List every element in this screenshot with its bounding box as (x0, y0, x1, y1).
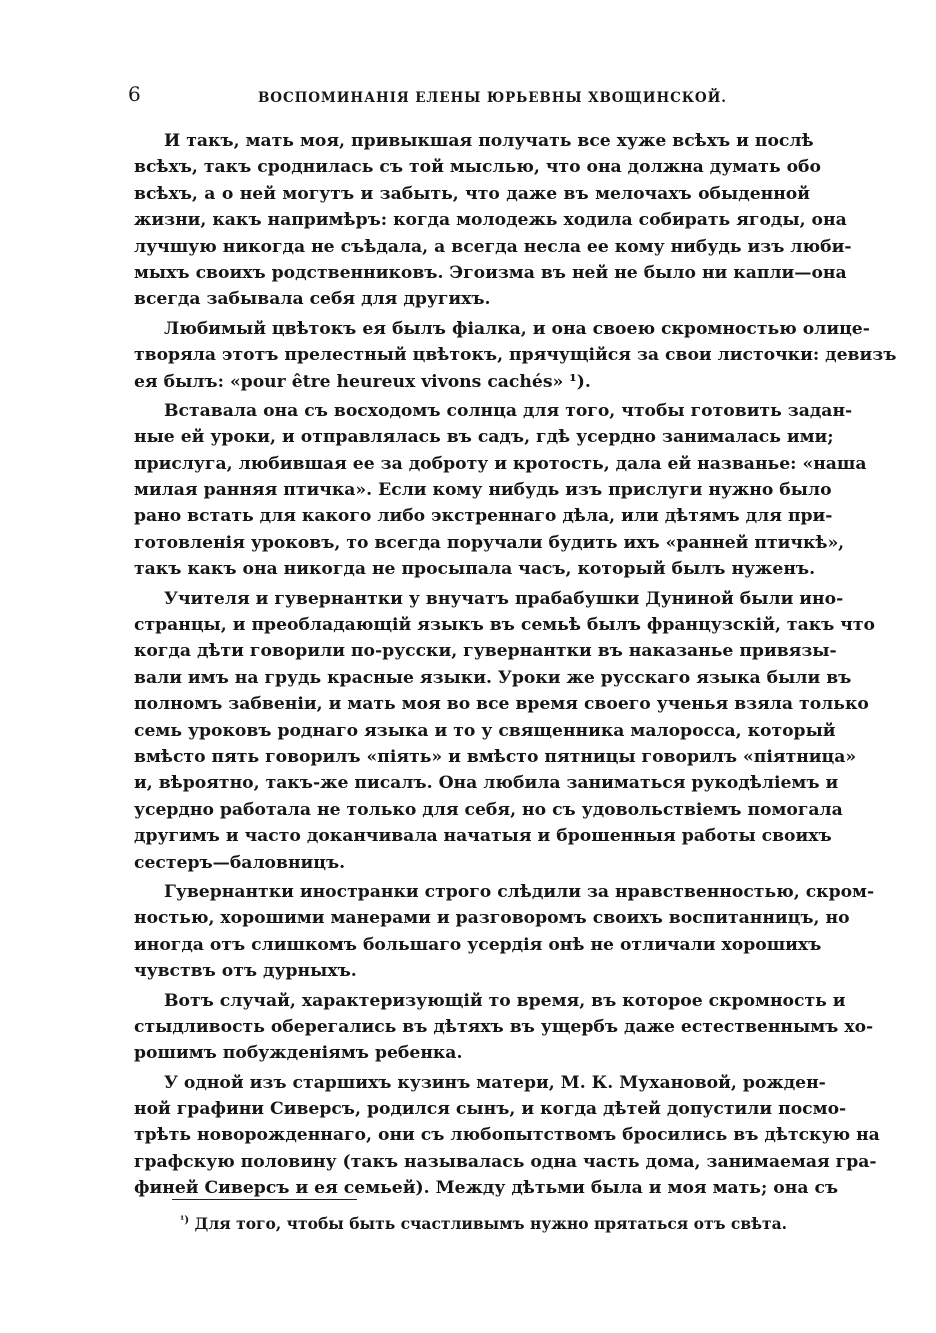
text-line: всегда забывала себя для другихъ. (134, 289, 491, 310)
text-line: чувствъ отъ дурныхъ. (134, 961, 357, 982)
text-line: вали имъ на грудь красные языки. Уроки же русскаго языка были въ (134, 667, 852, 688)
text-line: всѣхъ, а о ней могутъ и забыть, что даже въ мелочахъ обыденной (134, 183, 810, 204)
paragraph (134, 128, 852, 313)
paragraph (134, 398, 867, 583)
text-line: готовленія уроковъ, то всегда поручали будить ихъ «ранней птичкѣ», (134, 532, 845, 553)
text-line: Учителя и гувернантки у внучатъ прабабушки Дуниной были ино- (164, 588, 844, 609)
running-head: ВОСПОМИНАНІЯ ЕЛЕНЫ ЮРЬЕВНЫ ХВОЩИНСКОЙ. (258, 90, 727, 106)
text-line: Вотъ случай, характеризующій то время, въ которое скромность и (164, 990, 846, 1011)
text-line: другимъ и часто доканчивала начатыя и брошенныя работы своихъ (134, 826, 832, 847)
footnote-text: Для того, чтобы быть счастливымъ нужно прятаться отъ свѣта. (194, 1214, 788, 1234)
text-line: рошимъ побужденіямъ ребенка. (134, 1043, 463, 1064)
text-line: иногда отъ слишкомъ большаго усердія онѣ не отличали хорошихъ (134, 934, 822, 955)
paragraph (134, 316, 897, 395)
text-line: полномъ забвеніи, и мать моя во все время своего ученья взяла только (134, 694, 869, 715)
paragraph (134, 586, 875, 876)
text-line: жизни, какъ напримѣръ: когда молодежь ходила собирать ягоды, она (134, 210, 847, 231)
text-line: ностью, хорошими манерами и разговоромъ своихъ воспитанницъ, но (134, 908, 850, 929)
paragraph (134, 879, 875, 985)
text-line: И такъ, мать моя, привыкшая получать все хуже всѣхъ и послѣ (164, 131, 814, 151)
text-line: когда дѣти говорили по-русски, гувернантки въ наказанье привязы- (134, 641, 837, 662)
body-text (134, 128, 897, 1202)
text-line: мыхъ своихъ родственниковъ. Эгоизма въ ней не было ни капли—она (134, 262, 847, 283)
text-line: такъ какъ она никогда не просыпала часъ, который былъ нуженъ. (134, 559, 816, 580)
text-line: всѣхъ, такъ сроднилась съ той мыслью, что она должна думать обо (134, 157, 821, 178)
text-line: милая ранняя птичка». Если кому нибудь изъ прислуги нужно было (134, 480, 832, 501)
text-line: усердно работала не только для себя, но съ удовольствіемъ помогала (134, 799, 843, 820)
text-line: странцы, и преобладающій языкъ въ семьѣ былъ французскій, такъ что (134, 615, 875, 636)
paragraph (134, 988, 874, 1067)
text-line: стыдливость оберегались въ дѣтяхъ въ ущербъ даже естественнымъ хо- (134, 1016, 874, 1037)
page-number: 6 (128, 82, 141, 106)
text-line: ные ей уроки, и отправлялась въ садъ, гдѣ усердно занималась ими; (134, 427, 834, 448)
text-line: Любимый цвѣтокъ ея былъ фіалка, и она своею скромностью олице- (164, 318, 870, 339)
text-line: графскую половину (такъ называлась одна часть дома, занимаемая гра- (134, 1151, 877, 1172)
footnote (180, 1211, 787, 1234)
text-line: вмѣсто пять говорилъ «піять» и вмѣсто пятницы говорилъ «піятница» (134, 746, 857, 767)
text-line: трѣть новорожденнаго, они съ любопытствомъ бросились въ дѣтскую на (134, 1125, 880, 1146)
text-line: финей Сиверсъ и ея семьей). Между дѣтьми была и моя мать; она съ (134, 1178, 839, 1199)
text-line: лучшую никогда не съѣдала, а всегда несла ее кому нибудь изъ люби- (134, 236, 852, 257)
text-line: У одной изъ старшихъ кузинъ матери, М. К. Мухановой, рожден- (164, 1072, 826, 1093)
paragraph (134, 1070, 880, 1202)
text-line: прислуга, любившая ее за доброту и кротость, дала ей названье: «наша (134, 453, 867, 474)
text-line: семь уроковъ роднаго языка и то у священника малоросса, который (134, 720, 836, 741)
text-line: Вставала она съ восходомъ солнца для того, чтобы готовить задан- (164, 400, 853, 421)
text-line: ея былъ: «pour être heureux vivons cachés» ¹). (134, 371, 591, 392)
text-line: рано встать для какого либо экстреннаго дѣла, или дѣтямъ для при- (134, 506, 833, 527)
footnote-rule (172, 1199, 357, 1200)
text-line: сестеръ—баловницъ. (134, 852, 346, 873)
text-line: и, вѣроятно, такъ-же писалъ. Она любила заниматься рукодѣліемъ и (134, 773, 839, 794)
text-line: ной графини Сиверсъ, родился сынъ, и когда дѣтей допустили посмо- (134, 1099, 847, 1120)
text-line: Гувернантки иностранки строго слѣдили за нравственностью, скром- (164, 881, 875, 902)
footnote-mark: ¹) (180, 1215, 190, 1226)
text-line: творяла этотъ прелестный цвѣтокъ, прячущійся за свои листочки: девизъ (134, 345, 897, 366)
